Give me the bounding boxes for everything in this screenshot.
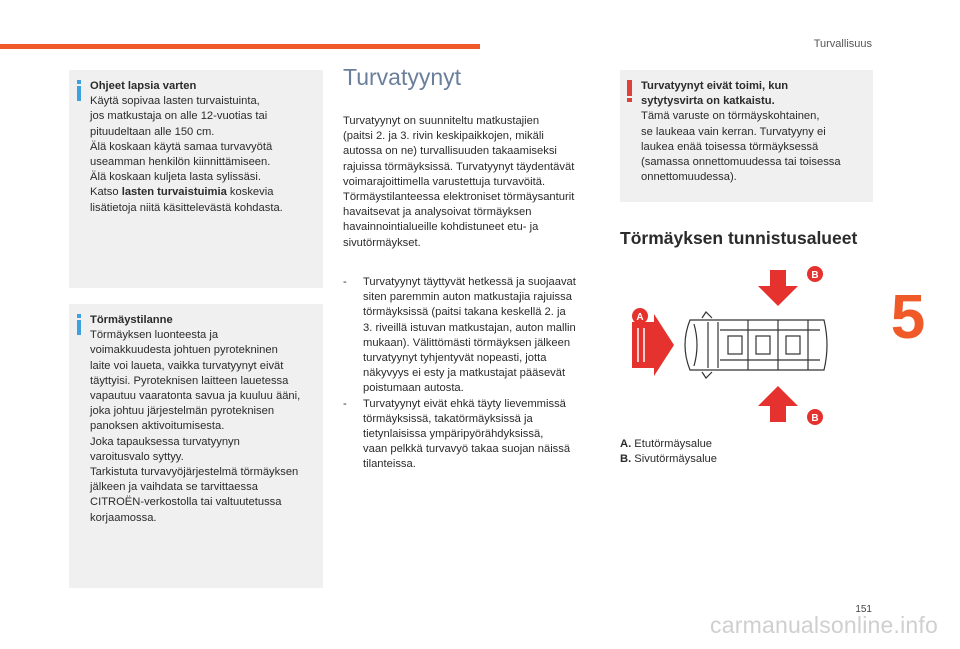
warning-icon [627,80,633,102]
text-line: Älä koskaan kuljeta lasta sylissäsi. [90,171,261,184]
bullet-dash: - [343,276,347,288]
text-line: törmäyksissä (paitsi takana keskellä 2. ja [363,306,566,319]
text-span: koskevia [226,186,274,199]
text-line: Turvatyynyt on suunniteltu matkustajien [343,115,540,127]
warning-box [620,70,873,202]
chapter-number: 5 [890,283,926,352]
page-number: 151 [855,604,872,615]
info-box-title: Törmäystilanne [90,314,173,326]
info-box-title: Ohjeet lapsia varten [90,80,197,92]
bullet-dash: - [343,397,347,410]
legend-key: A. [620,438,632,450]
info-box-children [69,70,323,288]
text-line: mukaan). Välittömästi törmäyksen jälkeen [363,336,571,349]
legend-item [620,452,717,467]
text-line: Törmäystilanteessa elektroniset törmäysanturit [343,191,575,204]
text-line: CITROËN-verkostolla tai valtuutetussa [90,496,282,509]
text-line: (paitsi 2. ja 3. rivin keskipaikkojen, mikäli [343,130,544,143]
text-line: havaitsevat ja analysoivat törmäyksen [343,206,532,219]
cross-reference-link: lasten turvaistuimia [121,186,227,199]
vehicle-top-view [685,312,827,378]
text-line: vapautuu vaaratonta savua ja kuuluu ääni, [90,390,301,403]
warning-title-line: Turvatyynyt eivät toimi, kun [641,80,789,92]
text-line: Tarkistuta turvavyöjärjestelmä törmäyksen [90,466,299,479]
text-line: Törmäyksen luonteesta ja [90,329,219,342]
text-line: täyttyisi. Pyroteknisen laitteen lauetessa [90,374,289,387]
label-b-bottom-text: B [811,413,819,424]
text-line: joka johtuu järjestelmän pyroteknisen [90,405,275,418]
legend-text: Sivutörmäysalue [634,453,717,466]
text-line: rajuissa törmäyksissä. Turvatyynyt täydentävät [343,160,575,173]
text-line: pituudeltaan alle 150 cm. [90,125,215,138]
legend-text: Etutörmäysalue [634,438,713,450]
text-line: Joka tapauksessa turvatyynyn [90,435,240,448]
side-zone-arrow-top [758,270,798,306]
text-line: siten paremmin auton matkustajia rajuissa [363,291,572,304]
text-line: autossa on ne) turvallisuuden takaamiseksi [343,145,557,158]
detection-heading: Törmäyksen tunnistusalueet [620,228,858,248]
text-line: jos matkustaja on alle 12-vuotias tai [90,110,268,123]
text-line: Tämä varuste on törmäyskohtainen, [641,110,820,123]
label-badge-b-bottom [807,409,823,425]
text-line: panoksen aktivoitumisesta. [90,420,225,433]
airbags-heading: Turvatyynyt [343,64,462,90]
label-a-text: A [636,312,644,323]
text-line: useamman henkilön kiinnittämiseen. [90,156,271,169]
text-line: laukea enää toisessa törmäyksessä [641,140,819,153]
airbags-bullet-list [343,275,598,473]
text-line: Älä koskaan käytä samaa turvavyötä [90,140,273,153]
info-box-collision [69,304,323,588]
text-line: jälkeen ja vaihdata se tarvittaessa [90,481,258,494]
text-line: voimarajoittimella varustettuja turvavöitä. [343,175,546,188]
text-line: tilanteissa. [363,458,416,471]
section-title: Turvallisuus [813,38,872,50]
text-line: törmäyksissä, takatörmäyksissä ja [363,412,533,425]
text-line: korjaamossa. [90,511,157,524]
text-line: Turvatyynyt eivät ehkä täyty lievemmissä [363,397,566,410]
text-line: sivutörmäykset. [343,236,421,249]
diagram-legend [620,437,717,467]
text-line [90,185,319,200]
text-line: voimakkuudesta johtuen pyrotekninen [90,344,278,357]
legend-item [620,437,717,452]
text-line: varoitusvalo syttyy. [90,450,184,463]
list-item [343,397,598,473]
label-badge-b-top [807,266,823,282]
list-item [343,275,598,397]
text-line: se laukeaa vain kerran. Turvatyyny ei [641,125,826,138]
text-line: 3. riveillä istuvan matkustajan, auton mallin [363,321,576,334]
info-icon [77,314,81,335]
text-line: Turvatyynyt täyttyvät hetkessä ja suojaavat [363,276,576,288]
text-line: laite voi laueta, vaikka turvatyynyt eivät [90,359,284,372]
detection-zones-diagram [628,260,833,432]
legend-key: B. [620,453,632,466]
label-b-top-text: B [811,270,819,281]
side-zone-arrow-bottom [758,386,798,422]
warning-title-line: sytytysvirta on katkaistu. [641,95,775,108]
text-line: turvatyynyt tyhjentyvät nopeasti, jotta [363,352,547,365]
text-span: Katso [90,186,122,199]
text-line: (samassa onnettomuudessa tai toisessa [641,156,841,169]
text-line: poistumaan autosta. [363,382,464,395]
text-line: tietynlaisissa ympäripyörähdyksissä, [363,428,544,441]
text-line: onnettomuudessa). [641,171,737,184]
watermark-link[interactable]: carmanualsonline.info [710,612,938,638]
text-line: havainnointialueille kohdistuneet etu- ja [343,221,539,234]
header-accent-bar [0,44,480,49]
text-line: Käytä sopivaa lasten turvaistuinta, [90,95,260,108]
airbags-intro [343,114,598,251]
text-line: vaan pelkkä turvavyö takaa suojan näissä [363,443,571,456]
text-line: näkyvyys ei esty ja matkustajat pääsevät [363,367,566,380]
label-badge-a [632,308,648,324]
text-line: lisätietoja niitä käsittelevästä kohdasta. [90,201,283,214]
info-icon [77,80,81,101]
